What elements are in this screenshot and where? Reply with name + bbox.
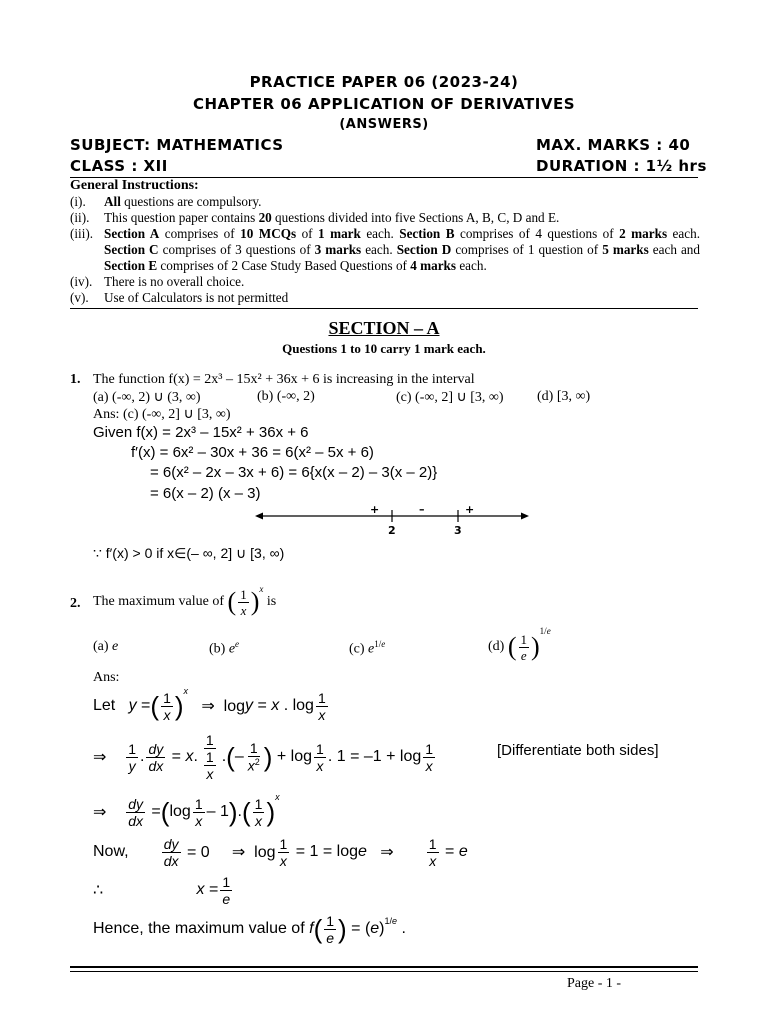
chapter-title: CHAPTER 06 APPLICATION OF DERIVATIVES xyxy=(192,95,576,113)
instruction-item: (iii). Section A comprises of 10 MCQs of 1 mark each. Section B comprises of 4 questions of 2 marks each. Section C comprises of 3 questions of 3 marks each. Section D comprises of 1 question of 5 marks each and Section E comprises of 2 Case Study Based Questions of 4 marks each. xyxy=(70,226,700,273)
instruction-item: (i). All questions are compulsory. xyxy=(70,194,262,209)
instructions-heading: General Instructions: xyxy=(70,178,199,193)
class-label: CLASS : XII xyxy=(70,157,168,175)
answers-label: (ANSWERS) xyxy=(339,117,429,132)
q1-conclusion: ∵ f′(x) > 0 if x∈(– ∞, 2] ∪ [3, ∞) xyxy=(93,545,285,561)
q1-step-2: f′(x) = 6x² – 30x + 36 = 6(x² – 5x + 6) xyxy=(131,444,374,461)
q1-sign-plus-1: + xyxy=(370,503,380,516)
page-number: Page - 1 - xyxy=(567,976,622,991)
q2-now-line: Now, $\frac{dy}{dx}$ = 0 ⇒ log $\frac{1}{x}$ = 1 = log e ⇒ $\frac{1}{x}$ = e xyxy=(93,835,468,869)
q1-option-d: (d) [3, ∞) xyxy=(537,389,591,404)
q2-answer-label: Ans: xyxy=(93,670,120,685)
q1-option-b: (b) (-∞, 2) xyxy=(257,389,315,404)
q2-differentiate-line: ⇒ $\frac{1}{y}$ . $\frac{dy}{dx}$ = x . $\frac{1}{\frac{1}{x}}$ . ( – $\frac{1}{x^2}$ ) + log $\frac{1}{x}$ . 1 = –1 + log $\frac{1}{x}$ xyxy=(93,732,434,782)
section-title: SECTION – A xyxy=(328,318,440,338)
q1-tick-3: 3 xyxy=(454,524,462,537)
q2-option-c: (c) $e^{1/e}$ xyxy=(349,639,386,657)
instruction-item: (iv). There is no overall choice. xyxy=(70,274,245,289)
q2-therefore-line: ∴ x = $\frac{1}{e}$ xyxy=(93,873,231,907)
subject-label: SUBJECT: MATHEMATICS xyxy=(70,136,284,154)
q2-question: The maximum value of ( $\frac{1}{x}$ ) $^x$ is xyxy=(93,584,277,618)
q1-question: The function f(x) = 2x³ – 15x² + 36x + 6 is increasing in the interval xyxy=(93,372,475,387)
instructions-divider xyxy=(70,308,698,309)
footer-divider-bottom xyxy=(70,971,698,972)
q2-derivative-line: ⇒ $\frac{dy}{dx}$ = ( log $\frac{1}{x}$ – 1 ) . ( $\frac{1}{x}$ ) $^x$ xyxy=(93,792,280,829)
q1-number: 1. xyxy=(70,372,81,387)
q1-tick-2: 2 xyxy=(388,524,396,537)
q2-note: [Differentiate both sides] xyxy=(497,742,659,759)
q1-sign-plus-2: + xyxy=(465,503,475,516)
q2-option-b: (b) $e^e$ xyxy=(209,639,240,657)
section-subtitle: Questions 1 to 10 carry 1 mark each. xyxy=(282,341,486,356)
q1-step-3: = 6(x² – 2x – 3x + 6) = 6{x(x – 2) – 3(x – 2)} xyxy=(150,464,438,481)
duration-label: DURATION : 1½ hrs xyxy=(536,157,707,175)
paper-title: PRACTICE PAPER 06 (2023-24) xyxy=(249,73,519,91)
q1-sign-minus: – xyxy=(419,503,425,516)
q2-number: 2. xyxy=(70,596,81,611)
q2-let-line: Let y = ( $\frac{1}{x}$ ) $^x$ ⇒ log y = x . log $\frac{1}{x}$ xyxy=(93,686,326,723)
q1-step-1: Given f(x) = 2x³ – 15x² + 36x + 6 xyxy=(93,424,309,441)
q1-step-4: = 6(x – 2) (x – 3) xyxy=(150,485,261,502)
q2-hence-line: Hence, the maximum value of f ( $\frac{1}{e}$ ) = ( e ) $^{1/e}$ . xyxy=(93,912,406,946)
max-marks-label: MAX. MARKS : 40 xyxy=(536,136,691,154)
q2-option-d: (d) ( $\frac{1}{e}$ ) $^{1/e}$ xyxy=(488,626,551,663)
instruction-item: (v). Use of Calculators is not permitted xyxy=(70,290,289,305)
q1-option-a: (a) (-∞, 2) ∪ (3, ∞) xyxy=(93,390,201,405)
instruction-item: (ii). This question paper contains 20 questions divided into five Sections A, B, C, D and E. xyxy=(70,210,560,225)
footer-divider-top xyxy=(70,966,698,968)
q1-option-c: (c) (-∞, 2] ∪ [3, ∞) xyxy=(396,390,504,405)
q1-answer: Ans: (c) (-∞, 2] ∪ [3, ∞) xyxy=(93,407,231,422)
q2-option-a: (a) e xyxy=(93,639,119,654)
